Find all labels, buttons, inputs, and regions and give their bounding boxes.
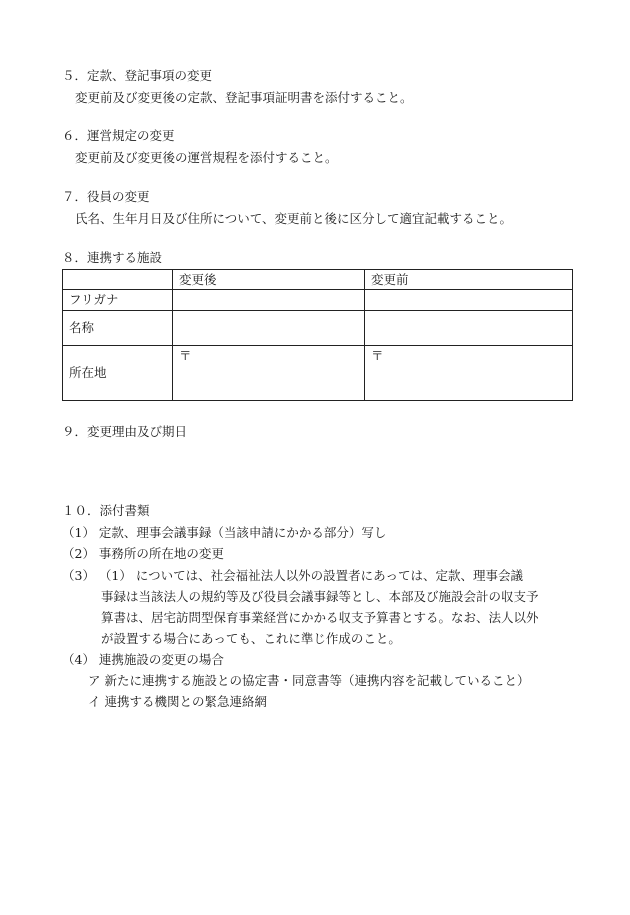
section-6-title: ６．運営規定の変更 bbox=[62, 128, 175, 143]
attachment-item-3-line-3: 算書は、居宅訪問型保育事業経営にかかる収支予算書とする。なお、法人以外 bbox=[101, 610, 539, 625]
attachment-item-4a: ア 新たに連携する施設との協定書・同意書等（連携内容を記載していること） bbox=[88, 673, 530, 688]
section-5-title: ５．定款、登記事項の変更 bbox=[62, 68, 213, 83]
attachment-item-4: （4） 連携施設の変更の場合 bbox=[62, 652, 224, 667]
furigana-before-cell bbox=[365, 290, 573, 311]
section-10-title: １０．添付書類 bbox=[62, 503, 150, 518]
table-row bbox=[63, 311, 573, 346]
linked-facility-table bbox=[62, 269, 573, 401]
row-label-furigana: フリガナ bbox=[63, 290, 173, 311]
table-row bbox=[63, 346, 573, 401]
address-after-cell: 〒 bbox=[173, 346, 365, 401]
section-7-body: 氏名、生年月日及び住所について、変更前と後に区分して適宜記載すること。 bbox=[75, 211, 513, 226]
attachment-item-3-line-1: （3） （1） については、社会福祉法人以外の設置者にあっては、定款、理事会議 bbox=[62, 568, 523, 583]
furigana-after-cell bbox=[173, 290, 365, 311]
attachment-item-1: （1） 定款、理事会議事録（当該申請にかかる部分）写し bbox=[62, 525, 387, 540]
section-6-body: 変更前及び変更後の運営規程を添付すること。 bbox=[75, 150, 338, 165]
name-after-cell bbox=[173, 311, 365, 346]
section-9-title: ９．変更理由及び期日 bbox=[62, 424, 188, 439]
section-8-title: ８．連携する施設 bbox=[62, 250, 163, 265]
name-before-cell bbox=[365, 311, 573, 346]
attachment-item-3-line-4: が設置する場合にあっても、これに準じ作成のこと。 bbox=[101, 631, 401, 646]
row-label-address: 所在地 bbox=[63, 346, 173, 401]
attachment-item-3-line-2: 事録は当該法人の規約等及び役員会議事録等とし、本部及び施設会計の収支予 bbox=[101, 589, 539, 604]
attachment-item-4b: イ 連携する機関との緊急連絡網 bbox=[88, 694, 267, 709]
attachment-item-2: （2） 事務所の所在地の変更 bbox=[62, 546, 224, 561]
table-header-cell bbox=[63, 270, 173, 290]
address-before-cell: 〒 bbox=[365, 346, 573, 401]
table-header-cell: 変更後 bbox=[173, 270, 365, 290]
table-header-cell: 変更前 bbox=[365, 270, 573, 290]
table-header-row bbox=[63, 270, 573, 290]
section-7-title: ７．役員の変更 bbox=[62, 189, 150, 204]
table-row bbox=[63, 290, 573, 311]
section-5-body: 変更前及び変更後の定款、登記事項証明書を添付すること。 bbox=[75, 90, 413, 105]
row-label-name: 名称 bbox=[63, 311, 173, 346]
